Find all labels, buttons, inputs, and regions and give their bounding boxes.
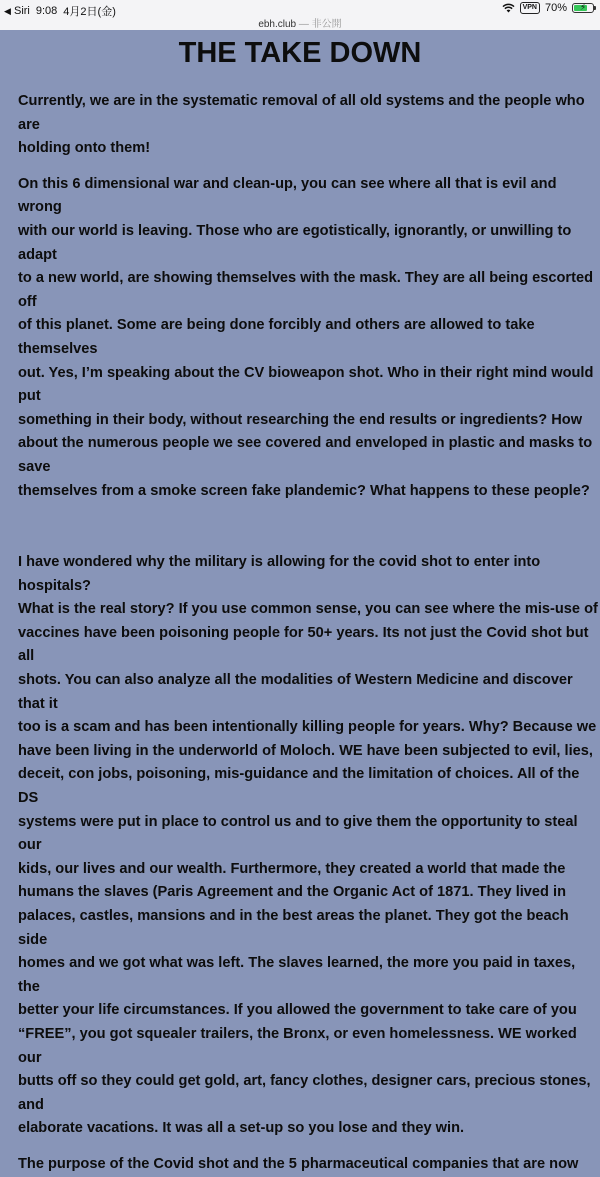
page-title: THE TAKE DOWN — [178, 37, 422, 69]
status-date: 4月2日(金) — [63, 6, 116, 18]
battery-icon — [572, 3, 594, 13]
charging-bolt-icon: ⚡ — [579, 2, 587, 12]
wifi-icon — [502, 3, 515, 13]
article-paragraph: Currently, we are in the systematic removal of all old systems and the people who are holding onto them! — [18, 93, 585, 157]
article-paragraph: I have wondered why the military is allowing for the covid shot to enter into hospitals? What is the real story? If you use common sense, you can see where the mis-use of vaccines have been poisoning people for 50+ years. Its not just the Covid shot but all shots. You can also analyze all the modalities of Western Medicine and discover that it too is a scam and has been intentionally killing people for years. Why? Because we have been living in the underworld of Moloch. WE have been subjected to evil, lies, deceit, con jobs, poisoning, mis-guidance and the limitation of choices. All of the DS systems were put in place to control us and to give them the opportunity to steal our kids, our lives and our wealth. Furthermore, they created a world that made the humans the slaves (Paris Agreement and the Organic Act of 1871. They lived in palaces, castles, mansions and in the best areas the planet. They got the beach side homes and we got what was left. The slaves learned, the more you paid in taxes, the better your life circumstances. If you allowed the government to take care of you “FREE”, you got squealer trailers, the Bronx, or even homelessness. WE worked our butts off so they could get gold, art, fancy clothes, designer cars, precious stones, and elaborate vacations. It was all a set-up so you lose and they win. — [18, 554, 598, 1137]
url-privacy-label: — 非公開 — [296, 19, 342, 30]
back-arrow-icon: ◀ — [4, 6, 11, 16]
article-paragraph: On this 6 dimensional war and clean-up, you can see where all that is evil and wrong with our world is leaving. Those who are egotistically, ignorantly, or unwilling to adapt to a new world, are showing themselves with the mask. They are all being escorted off of this planet. Some are being done forcibly and others are allowed to take themselves out. Yes, I’m speaking about the CV bioweapon shot. Who in their right mind would put something in their body, without researching the end results or ingredients? How about the numerous people we see covered and enveloped in plastic and masks to save themselves from a smoke screen fake plandemic? What happens to these people? — [18, 175, 594, 499]
battery-tip — [594, 6, 596, 10]
article — [18, 30, 598, 1177]
url-domain: ebh.club — [258, 19, 297, 30]
status-bar — [0, 0, 600, 30]
article-paragraph: The purpose of the Covid shot and the 5 pharmaceutical companies that are now — [18, 1155, 579, 1172]
battery-percent: 70% — [544, 2, 567, 14]
status-bar-right — [502, 2, 594, 14]
back-app-label: Siri — [13, 5, 30, 17]
status-time: 9:08 — [35, 5, 58, 17]
vpn-badge: VPN — [520, 2, 540, 14]
url-bar[interactable] — [0, 15, 600, 30]
